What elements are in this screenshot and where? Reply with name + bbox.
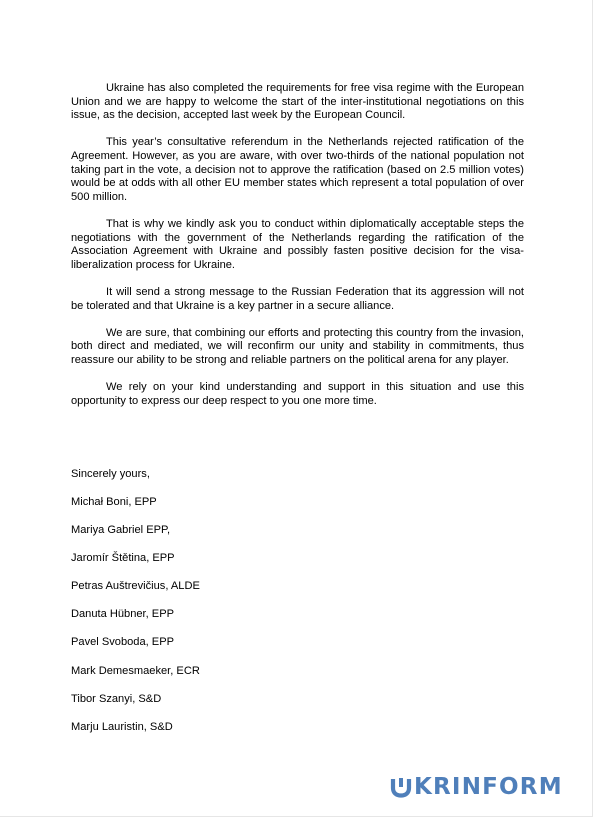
watermark-text: KRINFORM bbox=[414, 774, 563, 800]
ukrinform-watermark bbox=[390, 773, 563, 801]
signatory: Pavel Svoboda, EPP bbox=[71, 636, 174, 649]
paragraph-referendum: This year’s consultative referendum in the Netherlands rejected ratification of the Agreement. However, as you are aware, with over two-thirds of the national population not taking part in the vote, a decision not to approve the ratification (based on 2.5 million votes) would be at odds with all other EU member states which represent a total population of over 500 million. bbox=[71, 136, 524, 203]
paragraph-strong-message: It will send a strong message to the Russian Federation that its aggression will not be tolerated and that Ukraine is a key partner in a secure alliance. bbox=[71, 285, 524, 312]
signatory: Michał Boni, EPP bbox=[71, 496, 157, 508]
signatory-list bbox=[71, 496, 200, 749]
paragraph-respect: We rely on your kind understanding and support in this situation and use this opportunity to express our deep respect to you one more time. bbox=[71, 381, 524, 407]
signatory: Mark Demesmaeker, ECR bbox=[71, 664, 200, 677]
ukrinform-u-logo-icon bbox=[390, 776, 412, 798]
signatory: Mariya Gabriel EPP, bbox=[71, 524, 171, 537]
paragraph-visa-regime: Ukraine has also completed the requirements for free visa regime with the European Union and we are happy to welcome the start of the inter-institutional negotiations on this issue, as the decision, accepted last week by the European Council. bbox=[71, 82, 524, 122]
signatory: Jaromír Štětina, EPP bbox=[71, 552, 175, 565]
signatory: Marju Lauristin, S&D bbox=[71, 720, 173, 733]
paragraph-unity: We are sure, that combining our efforts and protecting this country from the invasion, both direct and mediated, we will reconfirm our unity and stability in commitments, thus reassure our ability to be strong and reliable partners on the political arena for any player. bbox=[71, 326, 524, 366]
signatory: Tibor Szanyi, S&D bbox=[71, 692, 162, 705]
signatory: Danuta Hübner, EPP bbox=[71, 608, 174, 621]
signatory: Petras Auštrevičius, ALDE bbox=[71, 580, 200, 593]
closing-salutation: Sincerely yours, bbox=[71, 468, 150, 480]
letter-body bbox=[71, 82, 524, 422]
paragraph-request: That is why we kindly ask you to conduct within diplomatically acceptable steps the negotiations with the government of the Netherlands regarding the ratification of the Association Agreement with Ukraine and possibly fasten positive decision for the visa-liberalization process for Ukraine. bbox=[71, 217, 524, 271]
